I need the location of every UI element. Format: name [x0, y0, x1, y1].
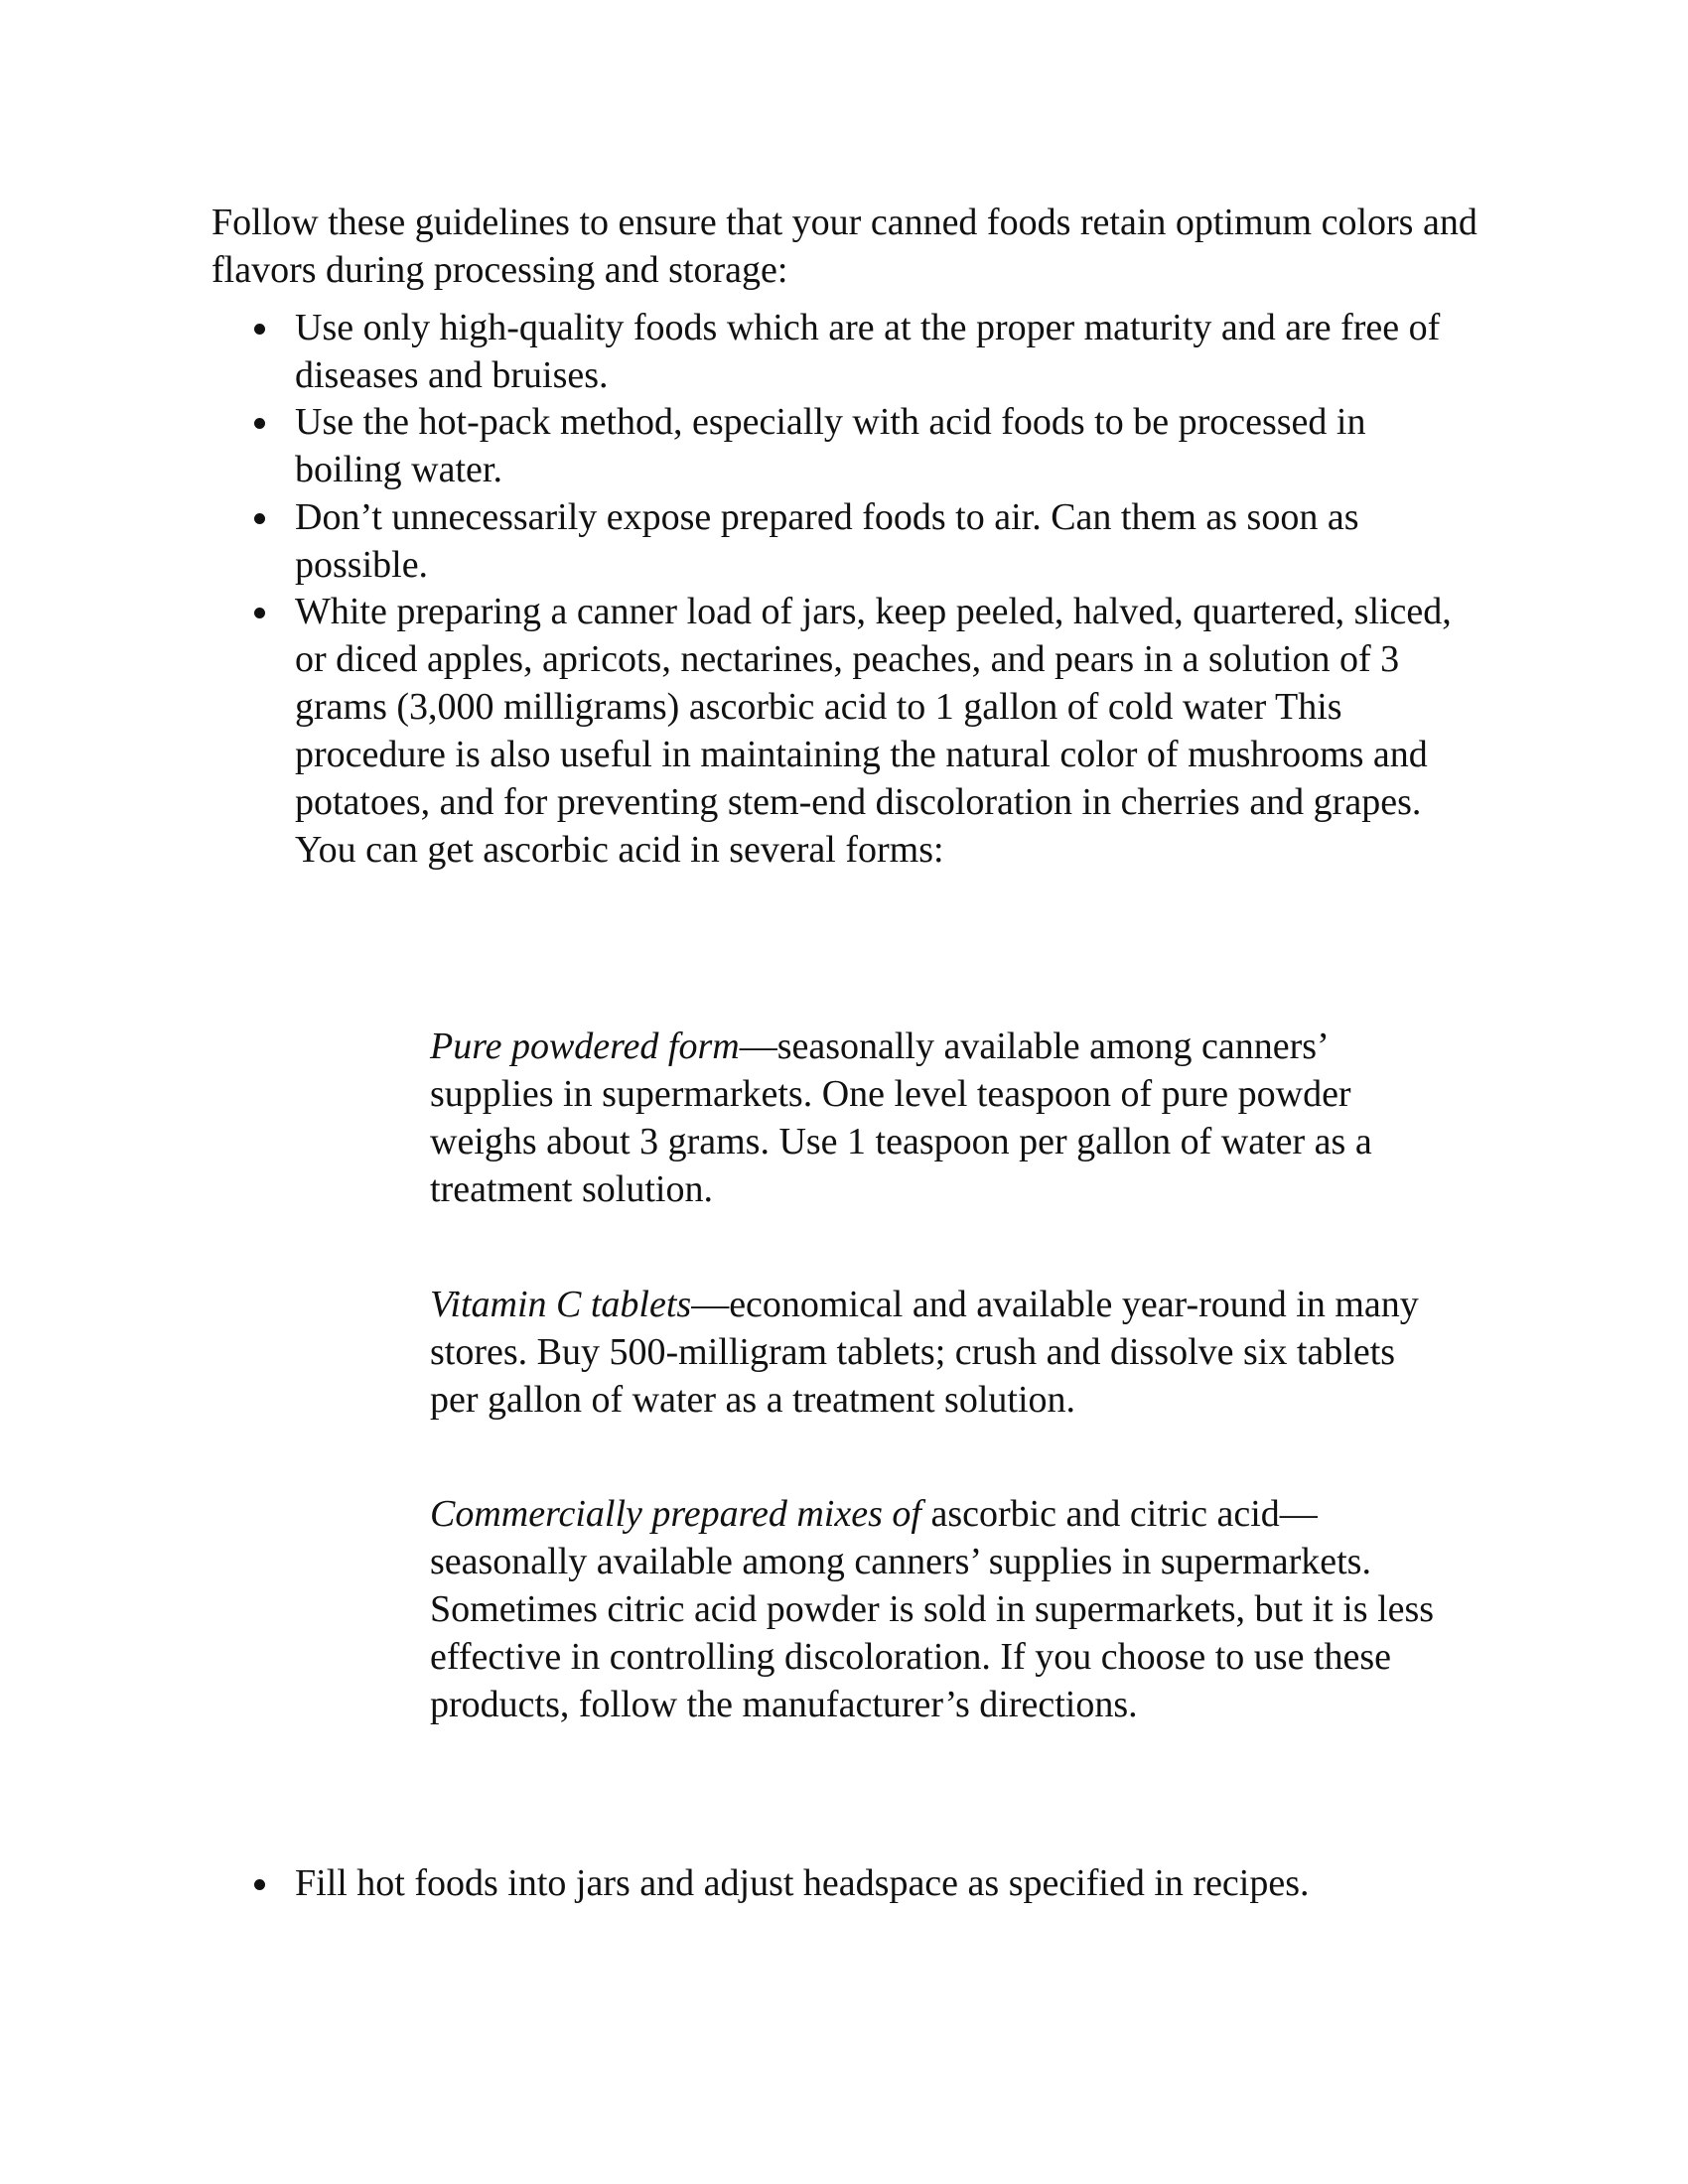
ascorbic-form-paragraph — [430, 1023, 1453, 1213]
list-item-text: Use only high-quality foods which are at the proper maturity and are free of diseases and bruises. — [295, 307, 1441, 396]
intro-paragraph: Follow these guidelines to ensure that your canned foods retain optimum colors and flavors during processing and storage: — [211, 202, 1477, 291]
list-item-text: Fill hot foods into jars and adjust headspace as specified in recipes. — [295, 1862, 1310, 1904]
form-description: ascorbic and citric acid—seasonally available among canners’ supplies in supermarkets. Sometimes citric acid powder is sold in supermarkets, but it is less effective in controlling discoloration. If you choose to use these products, follow the manufacturer’s directions. — [430, 1493, 1435, 1725]
bullet-icon — [254, 418, 265, 429]
form-description: —economical and available year-round in many stores. Buy 500-milligram tablets; crush and dissolve six tablets per gallon of water as a treatment solution. — [430, 1284, 1419, 1421]
list-item-text: Use the hot-pack method, especially with acid foods to be processed in boiling water. — [295, 401, 1366, 490]
form-term: Vitamin C tablets — [430, 1284, 692, 1325]
form-description: —seasonally available among canners’ supplies in supermarkets. One level teaspoon of pure powder weighs about 3 grams. Use 1 teaspoon per gallon of water as a treatment solution. — [430, 1025, 1372, 1210]
bullet-icon — [254, 513, 265, 524]
ascorbic-form-paragraph — [430, 1490, 1453, 1728]
form-term: Commercially prepared mixes of — [430, 1493, 921, 1535]
form-term: Pure powdered form — [430, 1025, 740, 1067]
list-item-text: White preparing a canner load of jars, keep peeled, halved, quartered, sliced, or diced apples, apricots, nectarines, peaches, and pears in a solution of 3 grams (3,000 milligrams) ascorbic acid to 1 gallon of cold water This procedure is also useful in maintaining the natural color of mushrooms and potatoes, and for preventing stem-end discoloration in cherries and grapes. You can get ascorbic acid in several forms: — [295, 591, 1452, 871]
bullet-icon — [254, 324, 265, 335]
bullet-icon — [254, 608, 265, 618]
bullet-icon — [254, 1879, 265, 1890]
list-item-text: Don’t unnecessarily expose prepared foods to air. Can them as soon as possible. — [295, 496, 1359, 586]
ascorbic-form-paragraph — [430, 1281, 1453, 1424]
